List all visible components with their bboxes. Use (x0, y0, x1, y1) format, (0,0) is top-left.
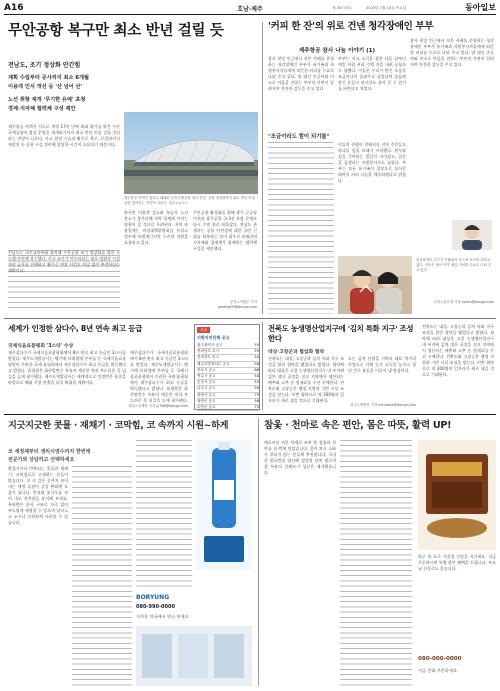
notice-number: 58 (254, 361, 259, 366)
notice-number: 56 (254, 398, 259, 403)
nose-ad-phone[interactable]: 080-990-0000 (136, 604, 175, 610)
samdasoo-body: 제주삼다수가 국제식음료품평회에서 8년 연속 최고 등급인 3스타를 받았다. 제주도개발공사는 벨기에 브뤼셀에 본부를 둔 국제식음료품평원이 주관한 국제 품평회에서 제주삼다수가 최고 등급을 획득했다고 밝혔다. 품평원은 화산암반수 특유의 깨끗한 맛과 부드러운 목 넘김을 높게 평가했다. 제주도개발공사는 세계적으로 인정받은 품질을 바탕으로 해외 시장 진출을 더욱 확대할 계획이다. (8, 350, 126, 385)
notice-number: 59 (254, 349, 259, 354)
column-divider (258, 418, 259, 686)
herbal-ad-cta: 지금 전화 주문하세요 (418, 668, 458, 673)
herbal-ad-product (418, 440, 496, 550)
herbal-ad-body-1: 예로부터 귀한 약재로 쓰여 온 참옻과 천마를 한 번에 담았습니다. 몸이 차고 소화가 잘되지 않는 분들께 추천합니다. 국내산 원료만을 엄선해 정성껏 달여 냈으며 옻 특유의 알레르기 성분은 제거했습니다. (264, 440, 336, 475)
herbal-ad-body-3: 하루 한 포로 겨울철 건강을 지키세요. 지금 주문하시면 특별 할인 혜택을 드립니다. 부모님 선물로도 좋습니다. (418, 554, 496, 571)
airport-photo-caption: 제주항공 여객기 참사로 폐쇄된 무안국제공항 청사 전경. 공항 정상화까지 최소 반년 이상 걸릴 것이라는 전망이 나온다. 광주=뉴시스 (124, 196, 255, 205)
notice-name: 나주시 공고 (197, 386, 216, 391)
nose-ad-headline: 지긋지긋한 콧물 · 재채기 · 코막힘, 코 속까지 시원~하게 (8, 420, 229, 431)
ad-rule (4, 414, 496, 415)
nose-ad-subhead: 코 세정제부터 생리식염수까지 한번에 (8, 449, 91, 455)
farm-reporter: 전주=박영민 기자 minpress@donga.com (350, 403, 416, 407)
airport-headline: 무안공항 복구만 최소 반년 걸릴 듯 (8, 23, 224, 39)
nose-ad-brand: BORYUNG (136, 594, 170, 601)
airport-byline: 전남도, 조기 정상화 안간힘 (8, 62, 81, 69)
notice-name: 제주특별자치도 공고 (197, 361, 230, 366)
farm-body: 전북도는 대상, 고창군과 김치 특화 지구 조성을 위한 협약을 맺었다고 밝혔다. 협약에 따라 대상은 고창 농생명산업지구 내 부지에 김치 생산 공장을 짓고 지역에서 생산되는 배추와 고추 등 원재료를 우선 구매한다. 전북도와 고창군은 행정 지원과 기반 시설 조성을 맡는다. 이번 협약으로 약 200명의 일자리가 새로 생길 것으로 기대된다. (268, 356, 344, 403)
issue-info: 제 30774호 (332, 6, 352, 10)
honam-rows (197, 343, 259, 411)
notice-name: 광주광역시 공고 (197, 343, 223, 347)
reporter-portrait (452, 220, 492, 250)
airport-subhead-box (8, 74, 118, 114)
lee-reporter: 무안=김소영 기자 sykim@donga.com (433, 300, 494, 304)
herbal-ad-phone[interactable]: 080-000-0000 (418, 656, 462, 662)
notice-number: 54 (254, 355, 259, 360)
airport-photo (124, 112, 258, 194)
notice-name: 광양시 공고 (197, 392, 216, 397)
section-name: 호남·제주 (237, 6, 263, 13)
notice-name: 목포시 공고 (197, 367, 216, 372)
herbal-ad-headline: 참옻 · 천마로 속은 편안, 몸은 따뜻, 활력 UP! (264, 420, 452, 431)
airport-body-col1-cont: 전남도는 국토교통부와 협의해 무안공항 조기 정상화를 위한 로드맵 마련에 착수했다. 사고 조사가 마무리되는 대로 방위각 시설 개선 공사를 진행하고 활주로 연장 사업도 차질 없이 추진한다는 계획이다. (8, 250, 120, 310)
notice-number: 66 (254, 367, 259, 372)
farm-headline: 전북도 농생명산업지구에 '김치 특화 지구' 조성한다 (268, 324, 414, 343)
notice-number: 75 (254, 392, 259, 397)
samdasoo-lede: 국제식음료품평회 '3스타' 수상 (8, 344, 74, 349)
airport-body-col1: 제주항공 여객기 사고로 개항 17년 만에 최대 위기를 맞은 무안국제공항이 정상 운영을 재개하기까지 최소 반년 이상 걸릴 것이라는 전망이 나온다. 사고 현장 수습과 활주로 복구, 로컬라이저 재설치 등 공항 시설 정비에 상당한 시간이 소요되기 때문이다. (8, 124, 120, 147)
farm-body-col3: 전북도는 대상, 고창군과 김치 특화 지구 조성을 위한 협약을 맺었다고 밝혔다. 협약에 따라 대상은 고창 농생명산업지구 내 부지에 김치 생산 공장을 짓고 지역에서 생산되는 배추와 고추 등 원재료를 우선 구매한다. 전북도와 고창군은 행정 지원과 기반 시설 조성을 맡는다. 이번 협약으로 약 200명의 일자리가 새로 생길 것으로 기대된다. (422, 324, 494, 377)
list-item[interactable] (197, 405, 259, 411)
page-header (4, 2, 496, 14)
farm-body-col2: 도는 김치 산업을 지역의 대표 먹거리 산업으로 키워 농가 소득을 높이고 청년 인구 유입을 이끌어 낼 방침이다. (348, 356, 416, 373)
samdasoo-reporter: 제주=임재영 기자 jy788@donga.com (128, 404, 188, 408)
lee-headline: '커피 한 잔'의 위로 건넨 청각장애인 부부 (268, 21, 434, 32)
notice-number: 54 (254, 374, 259, 379)
notice-name: 담양군 공고 (197, 398, 216, 403)
airport-subhead: 계획 수립부터 공사까지 최소 6개월 (8, 75, 89, 81)
lee-body-col2b: 이들의 선행이 전해지자 지역 주민들도 하나둘 힘을 보태기 시작했다. 원두와 컵을 기부하는 발길이 이어졌고, 일손을 돕겠다는 자원봉사자도 늘었다. 부부는 모든 유가족이 일상으로 돌아갈 때까지 커피 나눔을 계속하겠다고 밝혔다. (338, 142, 406, 183)
notice-number: 75 (254, 405, 259, 410)
column-divider (262, 22, 263, 314)
notice-name: 전라남도 고시 (197, 349, 219, 354)
honam-title: 지방자치단체 공고 (197, 335, 230, 340)
nose-ad-cta: 가까운 약국에서 만나 보세요 (136, 614, 189, 619)
notice-number: 55 (254, 343, 259, 347)
airport-body-col2: 하지만 이용객 감소와 항공사 노선 축소가 불가피해 지역 경제에 미치는 영향이 클 것으로 우려된다. 지역 관광업계는 비상대책위원회를 꾸리고 정부에 특별재난지역 수준의 지원을 요청하고 있다. (124, 210, 188, 245)
lee-body-col1: 참사 현장 인근에서 작은 카페를 운영하는 청각장애인 부부가 유가족과 자원봉사자들에게 따뜻한 커피를 무료로 나눠 주고 있다. 말 대신 손글씨와 미소로 마음을 전하는 부부의 사연이 알려지며 잔잔한 감동을 주고 있다. (268, 56, 334, 91)
issue-date: 2025년 1월 10일 목요일 (366, 6, 407, 10)
nose-ad-product (196, 440, 252, 570)
notice-name: 무안군 공고 (197, 405, 216, 410)
honam-notice-ad (194, 324, 260, 410)
notice-name: 여수시 공고 (197, 374, 216, 379)
lee-body-col1b (268, 142, 334, 314)
nose-ad-subhead-2: 전문가와 상담하고 선택하세요 (8, 457, 75, 463)
masthead-logo: 동아일보 (465, 2, 496, 12)
farm-lede: 대상·고창군과 협업화 협약 (268, 350, 325, 355)
notice-number: 59 (254, 386, 259, 391)
airport-body-col3: 무안공항 활성화를 위해 광주 군공항 이전과 광주공항 국내선 통합 문제도 다시 수면 위로 떠올랐다. 전남도 관계자는 공항 안전성에 대한 국민 신뢰를 회복하는 것이 최우선 과제라며 지자체와 경제계가 함께하는 협력체 구성을 제안했다. (193, 210, 257, 251)
samdasoo-body-col2: 제주삼다수가 국제식음료품평회에서 8년 연속 최고 등급인 3스타를 받았다. 제주도개발공사는 벨기에 브뤼셀에 본부를 둔 국제식음료품평원이 주관한 국제 품평회에서 제주삼다수가 최고 등급을 획득했다고 밝혔다. 품평원은 화산암반수 특유의 깨끗한 맛과 부드러운 목 넘김을 높게 평가했다. (130, 350, 188, 402)
lee-body-col3: 참사 현장 인근에서 작은 카페를 운영하는 청각장애인 부부가 유가족과 자원봉사자들에게 따뜻한 커피를 무료로 나눠 주고 있다. 말 대신 손글씨와 미소로 마음을 전하는 부부의 사연이 알려지며 잔잔한 감동을 주고 있다. (410, 38, 494, 67)
nose-ad-body-2 (72, 466, 132, 686)
airport-subhead: 이용객 인식 개선 등 '산 넘어 산' (8, 84, 83, 90)
section-rule (4, 318, 496, 319)
lee-body-col2: 부부는 사고 소식을 접한 다음 날부터 매일 아침 커피 수백 잔을 내려 공항으로 향했다. 이들은 우리가 받은 도움을 조금이나마 돌려주고 싶었다며 슬픔에 잠긴 분들이 잠시라도 쉬어 갈 수 있기를 바란다고 적었다. (338, 56, 406, 91)
header-rule (4, 14, 496, 15)
lee-subhead: "조금이라도 힘이 되기를" (268, 134, 330, 140)
page-number: A16 (4, 3, 24, 13)
honam-badge: 호남 (197, 327, 210, 333)
samdasoo-headline: 세계가 인정한 삼다수, 8년 연속 최고 등급 (8, 324, 143, 333)
airport-reporter: 무안=이형주 기자 peneye09@donga.com (217, 300, 257, 309)
nose-ad-body: 환절기마다 반복되는 콧물과 재채기, 코막힘으로 고생하는 분들이 많습니다. 코 속 깊은 곳까지 씻어 내는 세정 습관이 증상 완화에 도움이 됩니다. 먼지와 꽃가루를 씻어 내고 촉촉함을 유지해 보세요. 특허받은 분사 구조로 자극 없이 부드럽게 세정할 수 있으며 남녀노소 누구나 간편하게 사용할 수 있습니다. (8, 466, 68, 525)
notice-name: 전라북도 공고 (197, 355, 219, 360)
notice-number: 53 (254, 380, 259, 385)
lee-photo-caption: 청각장애인 부부가 카페에서 웃으며 포즈를 취하고 있다. 이들은 참사 이후 매일 커피를 무료로 나눠 주고 있다. (416, 258, 492, 272)
airport-subhead: 경제·지자체 협력체 구성 제안 (8, 106, 76, 112)
herbal-ad-body-2 (340, 440, 412, 686)
nose-ad-body-3 (136, 440, 192, 590)
lee-photo (338, 256, 412, 314)
notice-name: 순천시 공고 (197, 380, 216, 385)
column-divider (262, 322, 263, 410)
nose-ad-bottom-strip (136, 626, 252, 686)
airport-subhead: 노선 취항 재개 '무기한 유예' 초청 (8, 97, 86, 103)
lee-series-label: 제주항공 참사 나눔 이야기 (1) (298, 48, 376, 54)
